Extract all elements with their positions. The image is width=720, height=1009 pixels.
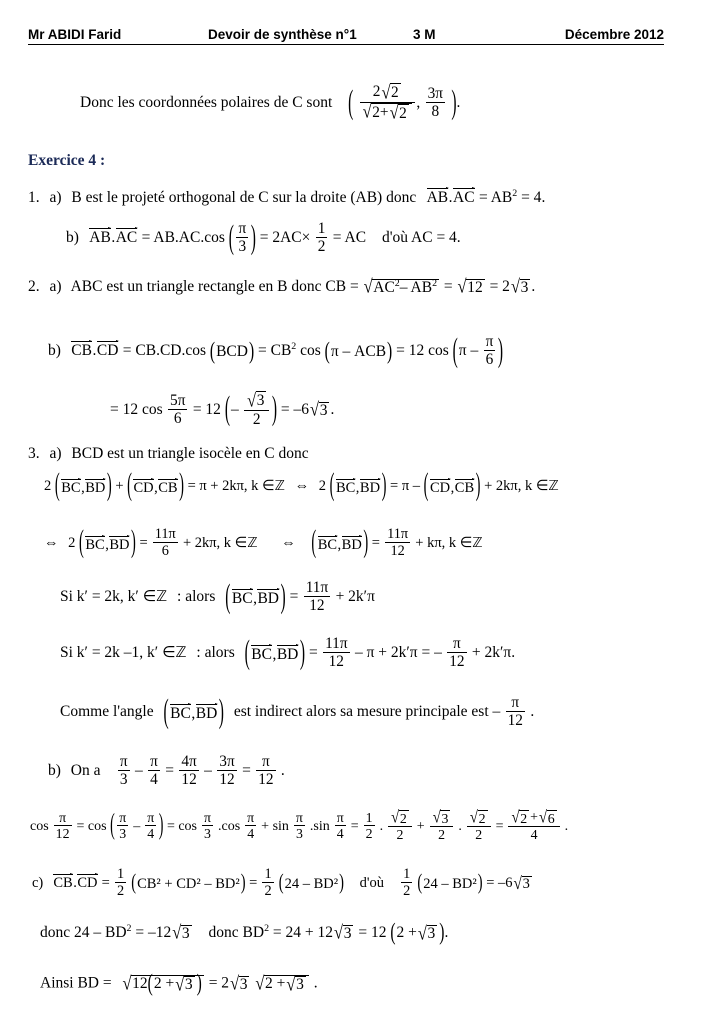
iff-symbol: ⇔ <box>44 534 59 551</box>
vector-cb: CB <box>71 342 92 360</box>
q1b-eq1: = AB.AC.cos <box>141 229 225 247</box>
paren-right: ) <box>451 84 457 122</box>
radius-num-sqrt: √ 2 <box>381 83 400 101</box>
header-title: Devoir de synthèse n°1 <box>208 27 357 42</box>
vector-cb: CB <box>53 874 73 891</box>
q1b-eq3: = AC <box>332 229 367 247</box>
question-3c: c) CB.CD = $\frac{1}{2}$ (CB² + CD² – BD²) = $\frac{1}{2}$ (24 – BD²) d'où $\frac{1}{2}$ (24 – BD²) = –6 √ 3 <box>32 867 533 900</box>
q1-label: 1. <box>28 189 40 206</box>
sqrt-3: √ 3 <box>172 925 191 942</box>
intro-text: Donc les coordonnées polaires de C sont <box>80 94 333 112</box>
question-3b: b) On a $\frac{\pi}{3}$ – $\frac{\pi}{4}$ = $\frac{4\pi}{12}$ – $\frac{3\pi}{12}$ = $\frac{\pi}{12}$ . <box>48 753 285 789</box>
sqrt-2-plus-sqrt3: √ 2 + √ 3 <box>255 975 308 993</box>
sqrt3-over-2: √ $\frac{3}{2}$ <box>430 809 454 843</box>
pi-over-4: $\frac{\pi}{4}$ <box>336 809 344 842</box>
q1b-label: b) <box>66 229 79 247</box>
radius-coefficient: 2 <box>372 83 381 101</box>
q1b-conclusion: d'où AC = 4. <box>381 229 461 247</box>
page-header <box>28 27 664 45</box>
angle-bc-bd-group: ( BC,BD ) <box>329 468 387 504</box>
exercise-title: Exercice 4 : <box>28 152 106 169</box>
radius-den-inner-sqrt: √ 2 <box>390 104 409 122</box>
al-kashi-group: (CB² + CD² – BD²) <box>131 870 246 896</box>
angle-bc-bd-group: (BC,BD) <box>244 634 306 672</box>
pi-over-3: $\frac{\pi}{3}$ <box>204 809 211 842</box>
q2a-text: ABC est un triangle rectangle en B donc CB = <box>70 278 359 295</box>
q1a-text: B est le projeté orthogonal de C sur la droite (AB) donc <box>71 189 417 206</box>
header-class: 3 M <box>413 27 436 42</box>
sqrt-3: √ 3 <box>511 279 530 296</box>
q2b-cos: cos <box>300 342 321 360</box>
angle-fraction: $\frac{3\pi}{8}$ <box>427 84 443 121</box>
q3a-text: BCD est un triangle isocèle en C donc <box>71 445 309 462</box>
q2a-eq2: = 2 <box>489 278 510 295</box>
pi-over-12: $\frac{\pi}{12}$ <box>507 694 523 730</box>
eleven-pi-over-12: $\frac{11\pi}{12}$ <box>305 579 329 615</box>
angle-bc-bd-group: ( BC,BD ) <box>54 468 112 504</box>
final-result-line: Ainsi BD = √ 12(2 + √ 3 ) = 2 √ 3 √ 2 + √ 3 . <box>40 975 318 993</box>
sqrt-3: √ 3 <box>310 402 329 419</box>
sqrt2-over-2: √ $\frac{2}{2}$ <box>467 809 491 843</box>
bd-squared-line: donc $24 - BD^2 = -12$ √ 3 donc $BD^2 = 24 + 12$ √ 3 = 12 (2 + √ 3 ). <box>40 925 448 942</box>
q3b-label: b) <box>48 762 61 780</box>
pi-over-4: $\frac{\pi}{4}$ <box>150 753 158 789</box>
angle-pi-minus-acb-group: (π – ACB) <box>324 338 393 365</box>
substituted-group: (24 – BD²) <box>417 870 483 896</box>
vector-cd: CD <box>77 874 98 891</box>
question-2b: b) CB.CD = CB.CD.cos $(BCD) = CB^2$ cos (π – ACB) = 12 cos (π – $\frac{\pi}{6}$ ) <box>48 332 504 370</box>
sqrt2-over-2: √ $\frac{2}{2}$ <box>388 809 412 843</box>
q2b-eq3: = 12 cos <box>396 342 449 360</box>
three-pi-over-12: $\frac{3\pi}{12}$ <box>219 753 235 789</box>
vector-cd: CD <box>96 342 119 360</box>
angle-cd-cb-group: ( CD,CB ) <box>423 468 481 504</box>
one-half: $\frac{1}{2}$ <box>403 866 411 900</box>
radius-fraction <box>360 83 415 122</box>
four-pi-over-12: $\frac{4\pi}{12}$ <box>181 753 197 789</box>
q2b-eq1: = CB.CD.cos <box>122 342 207 360</box>
one-half: $\frac{1}{2}$ <box>116 866 125 900</box>
pi-over-12: $\frac{\pi}{12}$ <box>449 635 465 671</box>
factored-group: (2 + √ 3 ) <box>390 925 444 942</box>
substituted-group: (24 – BD²) <box>278 870 344 896</box>
minus-sqrt3-over-2-group: (– √ $\frac{3}{2}$ ) <box>225 392 277 429</box>
sqrt-ac2-minus-ab2: √ $AC^2-$ $AB^2$ <box>364 279 439 296</box>
sqrt-bd-expression: √ 12(2 + √ 3 ) <box>123 975 204 993</box>
pi-over-4: $\frac{\pi}{4}$ <box>147 809 155 842</box>
q3a-conclusion: Comme l'angle (BC,BD) est indirect alors sa mesure principale est – $\frac{\pi}{12}$ . <box>60 693 535 731</box>
angle-bcd-group: (BCD) <box>209 338 255 365</box>
question-1b: b) AB.AC = AB.AC.cos ( $\frac{\pi}{3}$ ) = 2AC× $\frac{1}{2}$ = AC d'où AC = 4. <box>66 219 461 257</box>
sqrt-3: √ 3 <box>230 976 249 993</box>
header-author: Mr ABIDI Farid <box>28 27 122 42</box>
angle-pi-minus-pi6-group: (π – $\frac{\pi}{6}$ ) <box>452 332 504 370</box>
pi-over-3: $\frac{\pi}{3}$ <box>295 809 303 842</box>
q2c-eq2: = 12 <box>192 400 221 418</box>
pi-over-3: $\frac{\pi}{3}$ <box>119 753 128 789</box>
eleven-pi-over-6: $\frac{11\pi}{6}$ <box>154 526 176 560</box>
angle-cd-cb-group: ( CD,CB ) <box>127 468 184 504</box>
angle-bc-bd-group: (BC,BD) <box>225 578 286 616</box>
pi-over-6: $\frac{\pi}{6}$ <box>485 333 494 369</box>
paren-left: ( <box>348 84 354 122</box>
q1a-equation: = AB <box>478 189 513 206</box>
sqrt-3: √ 3 <box>334 925 353 942</box>
q3a-equation-2: ⇔ 2 ( BC,BD ) = $\frac{11\pi}{6}$ + 2kπ, k ∈ℤ ⇔ ( BC,BD ) = $\frac{11\pi}{12}$ + kπ, k ∈ℤ <box>44 525 483 560</box>
q2c-eq3: = –6 <box>280 400 310 418</box>
intro-period: . <box>456 94 461 112</box>
radius-den-sqrt: √ 2+ √ 2 <box>363 103 412 123</box>
q3a-case-odd: Si k′ = 2k –1, k′ ∈ℤ : alors (BC,BD) = $\frac{11\pi}{12}$ – π + 2k′π = – $\frac{\pi}{12}$ + 2k′π. <box>60 634 516 672</box>
one-half: $\frac{1}{2}$ <box>317 220 326 256</box>
question-2b-continuation: = 12 cos $\frac{5\pi}{6}$ = 12 (– √ $\frac{3}{2}$ ) = –6 √ 3 . <box>110 392 334 429</box>
vector-ac: AC <box>453 189 475 206</box>
q1a-label: a) <box>49 189 62 206</box>
pi-over-12: $\frac{\pi}{12}$ <box>55 809 70 842</box>
polar-coordinates-group: ( 2 √ 2 √ 2+ √ 2 , $\frac{3\pi}{8}$ ) <box>348 84 456 123</box>
q3c-label: c) <box>32 874 44 891</box>
question-3a <box>28 446 309 462</box>
q1a-value: = 4 <box>521 189 542 206</box>
q2-label: 2. <box>28 278 40 295</box>
inner-group: (2 + √ 3 ) <box>148 976 202 993</box>
question-1a: 1. a) B est le projeté orthogonal de C sur la droite (AB) donc $AB.AC = AB^2 = 4$. <box>28 187 546 206</box>
intro-line <box>80 84 460 123</box>
question-2a: 2. a) ABC est un triangle rectangle en B donc CB = √ $AC^2-$ $AB^2$ = √ 12 = 2 √ 3 . <box>28 279 535 296</box>
q3-label: 3. <box>28 445 40 462</box>
one-half: $\frac{1}{2}$ <box>365 809 373 842</box>
pi-over-12: $\frac{\pi}{12}$ <box>258 753 274 789</box>
pi-over-4: $\frac{\pi}{4}$ <box>247 809 255 842</box>
vector-ac: AC <box>115 229 138 247</box>
angle-bc-bd-group: (BC,BD) <box>163 693 224 731</box>
iff-symbol: ⇔ <box>281 534 296 551</box>
one-half: $\frac{1}{2}$ <box>264 866 272 900</box>
pi-over-3: $\frac{\pi}{3}$ <box>238 220 247 256</box>
q2b-eq2: = CB <box>258 342 292 360</box>
q3a-equation-1: 2 ( BC,BD ) + ( CD,CB ) = π + 2kπ, k ∈ℤ ⇔ 2 ( BC,BD ) = π – ( CD,CB ) + 2kπ, k ∈ℤ <box>44 468 559 504</box>
angle-bc-bd-group: ( BC,BD ) <box>79 525 136 560</box>
q2a-eq1: = <box>443 278 453 295</box>
angle-bc-bd-group: ( BC,BD ) <box>311 525 369 560</box>
q3a-case-even: Si k′ = 2k, k′ ∈ℤ : alors (BC,BD) = $\frac{11\pi}{12}$ + 2k′π <box>60 578 375 616</box>
cos-pi-12-expansion: cos $\frac{\pi}{12}$ = cos ( $\frac{\pi}{3}$ – $\frac{\pi}{4}$ ) = cos $\frac{\pi}{3}$ .cos $\frac{\pi}{4}$ + sin $\frac{\pi}{3}$ .sin $\frac{\pi}{4}$ = $\frac{1}{2}$ . √ $\frac{2}{2}$ + √ $\frac{3}{2}$ . √ $\frac{2}{2}$ = √ $\frac{2 + √ 6}{4}$ . <box>30 810 568 844</box>
q2c-eq1: = 12 cos <box>110 400 163 418</box>
q1b-eq2: = 2AC× <box>259 229 311 247</box>
cos-argument-group: ( $\frac{\pi}{3}$ ) <box>228 219 256 257</box>
difference-group: ( $\frac{\pi}{3}$ – $\frac{\pi}{4}$ ) <box>110 809 164 842</box>
iff-symbol: ⇔ <box>294 478 310 495</box>
five-pi-over-6: $\frac{5\pi}{6}$ <box>170 391 186 427</box>
result-fraction: √ $\frac{2 + √ 6}{4}$ <box>508 809 559 843</box>
vector-ab: AB <box>426 189 449 206</box>
pi-over-3: $\frac{\pi}{3}$ <box>119 809 127 842</box>
sqrt-12: √ 12 <box>458 279 485 296</box>
eleven-pi-over-12: $\frac{11\pi}{12}$ <box>325 635 348 671</box>
q2b-label: b) <box>48 342 61 360</box>
q3a-label: a) <box>49 445 62 462</box>
sqrt-3: √ 3 <box>514 876 532 892</box>
q2a-label: a) <box>49 278 62 295</box>
header-date: Décembre 2012 <box>564 27 664 42</box>
eleven-pi-over-12: $\frac{11\pi}{12}$ <box>387 526 409 560</box>
sqrt3-over-2: √ $\frac{3}{2}$ <box>244 391 269 428</box>
vector-ab: AB <box>89 229 111 247</box>
